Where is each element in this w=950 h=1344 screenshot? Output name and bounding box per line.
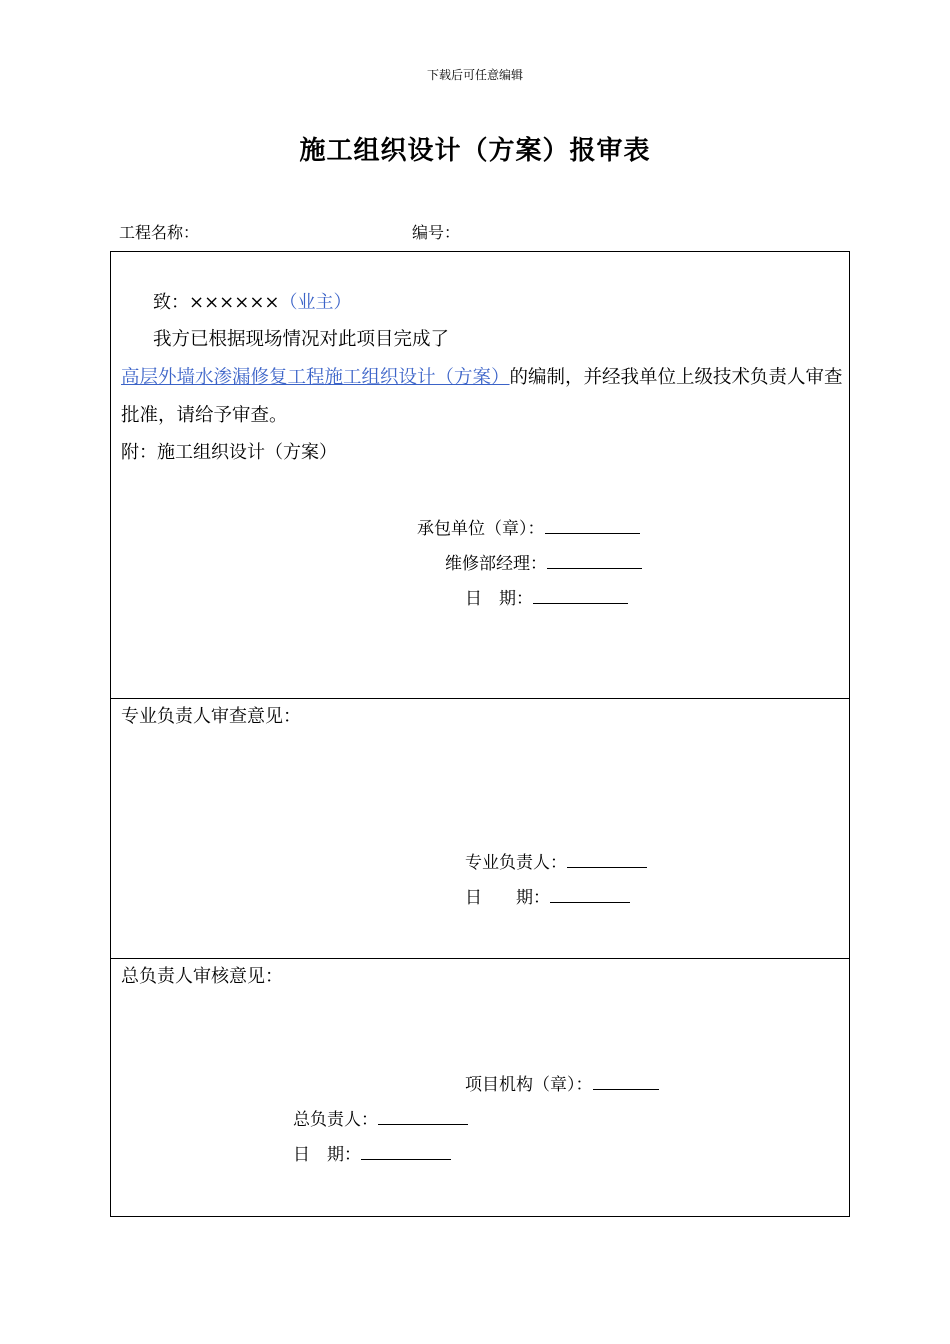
date-blank-3[interactable] xyxy=(361,1143,451,1160)
contractor-label: 承包单位（章）： xyxy=(417,519,545,539)
contractor-signature-row xyxy=(417,514,640,539)
attachment-line: 附：施工组织设计（方案） xyxy=(121,442,337,463)
date-row-3 xyxy=(293,1140,451,1165)
approval-form-table xyxy=(110,251,850,1217)
section-divider-1 xyxy=(111,698,849,699)
org-label: 项目机构（章）： xyxy=(465,1075,593,1095)
chief-blank[interactable] xyxy=(378,1108,468,1125)
body-start-text: 我方已根据现场情况对此项目完成了 xyxy=(153,329,450,350)
addressee-line xyxy=(153,288,352,314)
specialist-label: 专业负责人： xyxy=(465,853,567,873)
chief-review-heading: 总负责人审核意见： xyxy=(121,966,283,987)
specialist-review-heading: 专业负责人审查意见： xyxy=(121,706,301,727)
body-paragraph xyxy=(121,321,843,435)
date-label-2: 日 期： xyxy=(465,888,550,908)
header-note: 下载后可任意编辑 xyxy=(426,68,523,82)
body-end-text: 的编制，并经我单位上级技术负责人审查批准，请给予审查。 xyxy=(121,367,843,426)
manager-blank[interactable] xyxy=(547,552,642,569)
project-name-label: 工程名称： xyxy=(119,223,200,242)
chief-signature-row xyxy=(293,1105,468,1130)
manager-label: 维修部经理： xyxy=(445,554,547,574)
contractor-blank[interactable] xyxy=(545,517,640,534)
date-label-1: 日 期： xyxy=(465,589,533,609)
plan-name-link[interactable]: 高层外墙水渗漏修复工程施工组织设计（方案） xyxy=(121,367,510,388)
section-divider-2 xyxy=(111,958,849,959)
specialist-blank[interactable] xyxy=(567,851,647,868)
specialist-signature-row xyxy=(465,848,647,873)
chief-label: 总负责人： xyxy=(293,1110,378,1130)
page-title: 施工组织设计（方案）报审表 xyxy=(299,136,651,166)
number-label: 编号： xyxy=(412,223,461,242)
addressee-text: 致：×××××× xyxy=(153,292,280,313)
date-row-1 xyxy=(465,584,628,609)
manager-signature-row xyxy=(445,549,642,574)
org-seal-row xyxy=(465,1070,659,1095)
date-blank-1[interactable] xyxy=(533,587,628,604)
date-label-3: 日 期： xyxy=(293,1145,361,1165)
date-blank-2[interactable] xyxy=(550,886,630,903)
org-blank[interactable] xyxy=(593,1073,659,1090)
date-row-2 xyxy=(465,883,630,908)
owner-label: （业主） xyxy=(279,292,352,313)
